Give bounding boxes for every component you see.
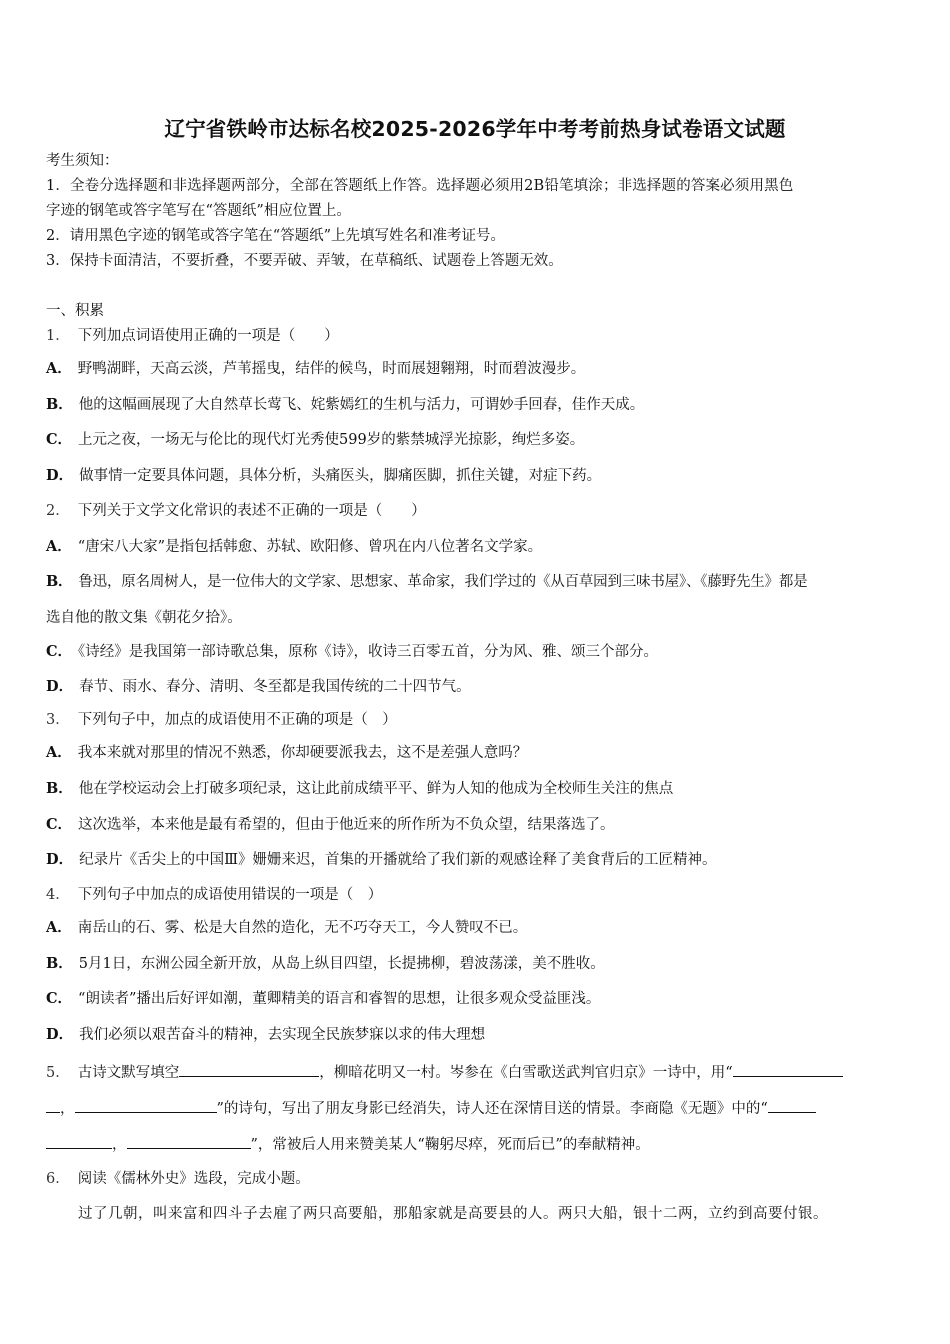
q1-option-c: C． 上元之夜，一场无与伦比的现代灯光秀使599岁的紫禁城浮光掠影，绚烂多姿。	[46, 431, 585, 448]
page-title: 辽宁省铁岭市达标名校2025-2026学年中考考前热身试卷语文试题	[164, 117, 786, 141]
question-text: ，	[60, 1101, 75, 1117]
q4-option-a: A． 南岳山的石、雾、松是大自然的造化，无不巧夺天工，今人赞叹不已。	[46, 919, 528, 936]
q2-option-d: D． 春节、雨水、春分、清明、冬至都是我国传统的二十四节气。	[46, 678, 471, 695]
option-text: “唐宋八大家”是指包括韩愈、苏轼、欧阳修、曾巩在内八位著名文学家。	[77, 539, 543, 555]
question-number: 5．	[46, 1065, 70, 1081]
q2-option-a: A． “唐宋八大家”是指包括韩愈、苏轼、欧阳修、曾巩在内八位著名文学家。	[46, 538, 543, 555]
question-4	[46, 885, 382, 905]
answer-blank[interactable]	[46, 1134, 112, 1149]
q2-option-b-cont: 选自他的散文集《朝花夕拾》。	[46, 610, 242, 626]
question-2	[46, 501, 426, 521]
notice-line-1b: 字迹的钢笔或答字笔写在“答题纸”相应位置上。	[46, 203, 351, 219]
answer-blank[interactable]	[733, 1062, 843, 1077]
answer-blank[interactable]	[46, 1098, 60, 1113]
section-heading: 一、积累	[46, 303, 104, 319]
question-stem: 下列句子中，加点的成语使用不正确的项是（ ）	[77, 712, 397, 728]
option-text: 我们必须以艰苦奋斗的精神，去实现全民族梦寐以求的伟大理想	[79, 1027, 486, 1043]
answer-blank[interactable]	[768, 1098, 816, 1113]
option-text: 5月1日，东洲公园全新开放，从岛上纵目四望，长提拂柳，碧波荡漾，美不胜收。	[78, 956, 605, 972]
question-5	[46, 1062, 843, 1083]
answer-blank[interactable]	[179, 1062, 319, 1077]
q4-option-d: D． 我们必须以艰苦奋斗的精神，去实现全民族梦寐以求的伟大理想	[46, 1026, 486, 1043]
option-text: 野鸭湖畔，天高云淡，芦苇摇曳，结伴的候鸟，时而展翅翱翔，时而碧波漫步。	[77, 361, 586, 377]
question-5-line-2	[46, 1098, 816, 1119]
question-text: ，	[112, 1137, 127, 1153]
q4-option-b: B． 5月1日，东洲公园全新开放，从岛上纵目四望，长提拂柳，碧波荡漾，美不胜收。	[46, 955, 605, 972]
question-text: ”，常被后人用来赞美某人“鞠躬尽瘁，死而后已”的奉献精神。	[250, 1137, 650, 1153]
question-6	[46, 1169, 310, 1189]
reading-passage: 过了几朝，叫来富和四斗子去雇了两只高要船，那船家就是高要县的人。两只大船，银十二两，立约到高要付银。	[78, 1206, 828, 1222]
q3-option-a: A． 我本来就对那里的情况不熟悉，你却硬要派我去，这不是差强人意吗？	[46, 744, 528, 761]
question-1	[46, 326, 339, 346]
notice-heading: 考生须知：	[46, 153, 119, 169]
option-text: 《诗经》是我国第一部诗歌总集，原称《诗》，收诗三百零五首，分为风、雅、颂三个部分。	[78, 644, 659, 660]
q1-option-a: A． 野鸭湖畔，天高云淡，芦苇摇曳，结伴的候鸟，时而展翅翱翔，时而碧波漫步。	[46, 360, 586, 377]
question-text: 古诗文默写填空	[77, 1065, 180, 1081]
question-stem: 阅读《儒林外史》选段，完成小题。	[77, 1171, 310, 1187]
notice-line-2: 2．请用黑色字迹的钢笔或答字笔在“答题纸”上先填写姓名和准考证号。	[46, 228, 506, 244]
question-number: 1．	[46, 328, 70, 344]
question-stem: 下列加点词语使用正确的一项是（ ）	[77, 328, 339, 344]
option-text: 南岳山的石、雾、松是大自然的造化，无不巧夺天工，今人赞叹不已。	[77, 920, 528, 936]
question-5-line-3	[46, 1134, 650, 1155]
question-stem: 下列关于文学文化常识的表述不正确的一项是（ ）	[77, 503, 426, 519]
option-text: 我本来就对那里的情况不熟悉，你却硬要派我去，这不是差强人意吗？	[77, 745, 528, 761]
option-text: “朗读者”播出后好评如潮，董卿精美的语言和睿智的思想，让很多观众受益匪浅。	[78, 991, 601, 1007]
question-text: ”的诗句，写出了朋友身影已经消失，诗人还在深情目送的情景。李商隐《无题》中的“	[216, 1101, 768, 1117]
q3-option-c: C． 这次选举，本来他是最有希望的，但由于他近来的所作所为不负众望，结果落选了。	[46, 816, 615, 833]
answer-blank[interactable]	[127, 1134, 251, 1149]
question-number: 4．	[46, 887, 70, 903]
question-number: 6．	[46, 1171, 70, 1187]
q2-option-b: B． 鲁迅，原名周树人，是一位伟大的文学家、思想家、革命家，我们学过的《从百草园到三味书屋》、《藤野先生》都是	[46, 573, 808, 590]
q3-option-b: B． 他在学校运动会上打破多项纪录，这让此前成绩平平、鲜为人知的他成为全校师生关注的焦点	[46, 780, 674, 797]
q4-option-c: C． “朗读者”播出后好评如潮，董卿精美的语言和睿智的思想，让很多观众受益匪浅。	[46, 990, 601, 1007]
option-text: 他的这幅画展现了大自然草长莺飞、姹紫嫣红的生机与活力，可谓妙手回春，佳作天成。	[78, 397, 645, 413]
notice-line-1a: 1．全卷分选择题和非选择题两部分，全部在答题纸上作答。选择题必须用2B铅笔填涂；非选择题的答案必须用黑色	[46, 178, 794, 194]
q1-option-b: B． 他的这幅画展现了大自然草长莺飞、姹紫嫣红的生机与活力，可谓妙手回春，佳作天成。	[46, 396, 645, 413]
q3-option-d: D． 纪录片《舌尖上的中国Ⅲ》姗姗来迟，首集的开播就给了我们新的观感诠释了美食背后的工匠精神。	[46, 851, 717, 868]
q1-option-d: D． 做事情一定要具体问题，具体分析，头痛医头，脚痛医脚，抓住关键，对症下药。	[46, 467, 602, 484]
option-text: 纪录片《舌尖上的中国Ⅲ》姗姗来迟，首集的开播就给了我们新的观感诠释了美食背后的工匠精神。	[79, 852, 717, 868]
answer-blank[interactable]	[75, 1098, 217, 1113]
question-number: 3．	[46, 712, 70, 728]
option-text: 春节、雨水、春分、清明、冬至都是我国传统的二十四节气。	[79, 679, 471, 695]
option-text: 这次选举，本来他是最有希望的，但由于他近来的所作所为不负众望，结果落选了。	[78, 817, 615, 833]
option-text: 鲁迅，原名周树人，是一位伟大的文学家、思想家、革命家，我们学过的《从百草园到三味书屋》、《藤野先生》都是	[78, 574, 808, 590]
option-text: 上元之夜，一场无与伦比的现代灯光秀使599岁的紫禁城浮光掠影，绚烂多姿。	[78, 432, 585, 448]
option-text: 做事情一定要具体问题，具体分析，头痛医头，脚痛医脚，抓住关键，对症下药。	[79, 468, 602, 484]
question-stem: 下列句子中加点的成语使用错误的一项是（ ）	[77, 887, 383, 903]
question-text: ，柳暗花明又一村。岑参在《白雪歌送武判官归京》一诗中，用“	[319, 1065, 733, 1081]
q2-option-c: C． 《诗经》是我国第一部诗歌总集，原称《诗》，收诗三百零五首，分为风、雅、颂三个部分。	[46, 643, 659, 660]
question-number: 2．	[46, 503, 70, 519]
notice-line-3: 3．保持卡面清洁，不要折叠，不要弄破、弄皱，在草稿纸、试题卷上答题无效。	[46, 253, 563, 269]
question-3	[46, 710, 397, 730]
option-text: 他在学校运动会上打破多项纪录，这让此前成绩平平、鲜为人知的他成为全校师生关注的焦点	[78, 781, 674, 797]
